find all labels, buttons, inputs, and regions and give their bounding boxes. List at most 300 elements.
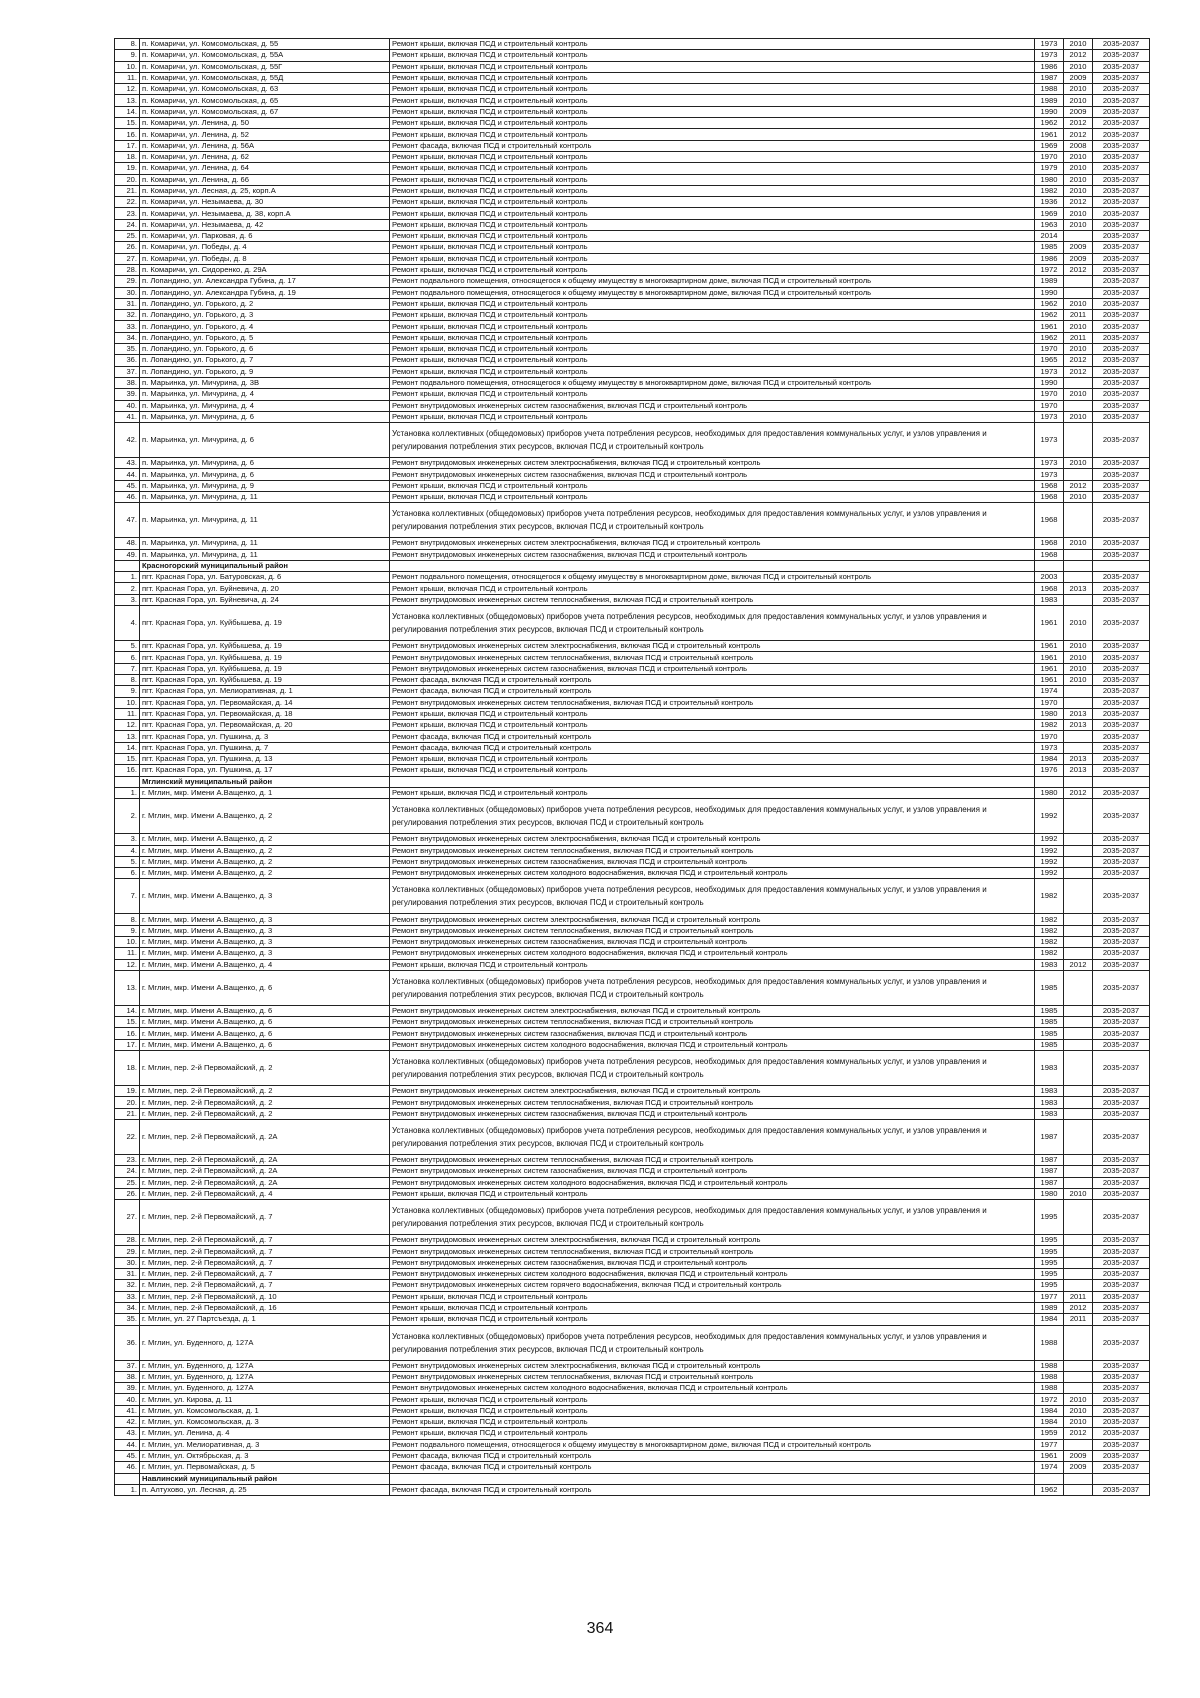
last-repair-year-cell: 2012 <box>1064 366 1093 377</box>
row-number: 33. <box>115 321 140 332</box>
work-type-cell: Ремонт внутридомовых инженерных систем газоснабжения, включая ПСД и строительный контроль <box>390 549 1035 560</box>
last-repair-year-cell: 2008 <box>1064 140 1093 151</box>
work-type-cell: Ремонт крыши, включая ПСД и строительный контроль <box>390 219 1035 230</box>
planned-period-cell: 2035-2037 <box>1093 765 1150 776</box>
work-type-cell: Ремонт крыши, включая ПСД и строительный контроль <box>390 253 1035 264</box>
year-built-cell: 1988 <box>1035 84 1064 95</box>
planned-period-cell: 2035-2037 <box>1093 1086 1150 1097</box>
row-number: 5. <box>115 641 140 652</box>
last-repair-year-cell <box>1064 914 1093 925</box>
last-repair-year-cell <box>1064 1051 1093 1086</box>
planned-period-cell: 2035-2037 <box>1093 50 1150 61</box>
planned-period-cell: 2035-2037 <box>1093 663 1150 674</box>
last-repair-year-cell <box>1064 1280 1093 1291</box>
table-row <box>115 1005 1150 1016</box>
last-repair-year-cell <box>1064 879 1093 914</box>
row-number: 23. <box>115 1154 140 1165</box>
work-type-cell: Ремонт крыши, включая ПСД и строительный контроль <box>390 389 1035 400</box>
address-cell: п. Комаричи, ул. Ленина, д. 50 <box>140 118 390 129</box>
planned-period-cell: 2035-2037 <box>1093 1108 1150 1119</box>
row-number: 8. <box>115 914 140 925</box>
year-built-cell: 1985 <box>1035 1017 1064 1028</box>
section-number-cell <box>115 560 140 571</box>
address-cell: п. Лопандино, ул. Александра Губина, д. 19 <box>140 287 390 298</box>
table-row <box>115 1246 1150 1257</box>
year-built-cell: 1970 <box>1035 389 1064 400</box>
address-cell: пгт. Красная Гора, ул. Куйбышева, д. 19 <box>140 652 390 663</box>
last-repair-year-cell: 2012 <box>1064 197 1093 208</box>
row-number: 27. <box>115 1200 140 1235</box>
work-type-cell: Установка коллективных (общедомовых) приборов учета потребления ресурсов, необходимых для предоставления коммунальных услуг, и узлов управления и регулирования потребления этих ресурсов, включая ПСД и строительный контроль <box>390 423 1035 458</box>
work-type-cell: Ремонт внутридомовых инженерных систем газоснабжения, включая ПСД и строительный контроль <box>390 400 1035 411</box>
section-title: Красногорский муниципальный район <box>140 560 390 571</box>
section-title: Навлинский муниципальный район <box>140 1473 390 1484</box>
address-cell: пгт. Красная Гора, ул. Пушкина, д. 7 <box>140 742 390 753</box>
last-repair-year-cell: 2010 <box>1064 663 1093 674</box>
last-repair-year-cell <box>1064 1028 1093 1039</box>
table-row <box>115 641 1150 652</box>
year-built-cell: 1992 <box>1035 856 1064 867</box>
work-type-cell: Ремонт внутридомовых инженерных систем холодного водоснабжения, включая ПСД и строительный контроль <box>390 1269 1035 1280</box>
empty-cell <box>1035 560 1064 571</box>
table-row <box>115 219 1150 230</box>
year-built-cell: 1980 <box>1035 1188 1064 1199</box>
table-row <box>115 264 1150 275</box>
address-cell: г. Мглин, ул. Буденного, д. 127А <box>140 1383 390 1394</box>
work-type-cell: Ремонт внутридомовых инженерных систем газоснабжения, включая ПСД и строительный контроль <box>390 937 1035 948</box>
empty-cell <box>1093 560 1150 571</box>
section-row <box>115 560 1150 571</box>
last-repair-year-cell: 2009 <box>1064 1462 1093 1473</box>
address-cell: пгт. Красная Гора, ул. Пушкина, д. 17 <box>140 765 390 776</box>
address-cell: г. Мглин, пер. 2-й Первомайский, д. 2А <box>140 1119 390 1154</box>
last-repair-year-cell <box>1064 1086 1093 1097</box>
planned-period-cell: 2035-2037 <box>1093 594 1150 605</box>
table-row <box>115 1405 1150 1416</box>
work-type-cell: Ремонт внутридомовых инженерных систем теплоснабжения, включая ПСД и строительный контроль <box>390 845 1035 856</box>
address-cell: п. Лопандино, ул. Горького, д. 7 <box>140 355 390 366</box>
work-type-cell: Ремонт крыши, включая ПСД и строительный контроль <box>390 765 1035 776</box>
row-number: 15. <box>115 1017 140 1028</box>
row-number: 17. <box>115 1039 140 1050</box>
last-repair-year-cell: 2010 <box>1064 344 1093 355</box>
year-built-cell: 1985 <box>1035 1039 1064 1050</box>
last-repair-year-cell <box>1064 1108 1093 1119</box>
work-type-cell: Ремонт фасада, включая ПСД и строительный контроль <box>390 674 1035 685</box>
planned-period-cell: 2035-2037 <box>1093 264 1150 275</box>
row-number: 41. <box>115 411 140 422</box>
year-built-cell: 1984 <box>1035 1314 1064 1325</box>
table-row <box>115 377 1150 388</box>
row-number: 45. <box>115 1450 140 1461</box>
work-type-cell: Установка коллективных (общедомовых) приборов учета потребления ресурсов, необходимых для предоставления коммунальных услуг, и узлов управления и регулирования потребления этих ресурсов, включая ПСД и строительный контроль <box>390 503 1035 538</box>
row-number: 16. <box>115 765 140 776</box>
work-type-cell: Ремонт подвального помещения, относящегося к общему имуществу в многоквартирном доме, включая ПСД и строительный контроль <box>390 287 1035 298</box>
address-cell: п. Комаричи, ул. Комсомольская, д. 55Д <box>140 72 390 83</box>
table-row <box>115 185 1150 196</box>
address-cell: п. Комаричи, ул. Комсомольская, д. 55А <box>140 50 390 61</box>
last-repair-year-cell: 2011 <box>1064 1314 1093 1325</box>
address-cell: г. Мглин, ул. Буденного, д. 127А <box>140 1325 390 1360</box>
work-type-cell: Ремонт крыши, включая ПСД и строительный контроль <box>390 583 1035 594</box>
year-built-cell: 1983 <box>1035 959 1064 970</box>
address-cell: п. Марьинка, ул. Мичурина, д. 11 <box>140 549 390 560</box>
planned-period-cell: 2035-2037 <box>1093 1028 1150 1039</box>
work-type-cell: Ремонт внутридомовых инженерных систем электроснабжения, включая ПСД и строительный контроль <box>390 538 1035 549</box>
row-number: 20. <box>115 174 140 185</box>
table-row <box>115 925 1150 936</box>
work-type-cell: Ремонт крыши, включая ПСД и строительный контроль <box>390 411 1035 422</box>
row-number: 33. <box>115 1291 140 1302</box>
year-built-cell: 1980 <box>1035 787 1064 798</box>
planned-period-cell: 2035-2037 <box>1093 606 1150 641</box>
table-row <box>115 310 1150 321</box>
work-type-cell: Ремонт крыши, включая ПСД и строительный контроль <box>390 106 1035 117</box>
address-cell: п. Комаричи, ул. Лесная, д. 25, корп.А <box>140 185 390 196</box>
year-built-cell: 1969 <box>1035 208 1064 219</box>
last-repair-year-cell: 2011 <box>1064 1291 1093 1302</box>
table-row <box>115 1314 1150 1325</box>
table-row <box>115 95 1150 106</box>
row-number: 40. <box>115 400 140 411</box>
last-repair-year-cell: 2012 <box>1064 1428 1093 1439</box>
row-number: 34. <box>115 332 140 343</box>
planned-period-cell: 2035-2037 <box>1093 1325 1150 1360</box>
last-repair-year-cell <box>1064 400 1093 411</box>
address-cell: г. Мглин, мкр. Имени А.Ващенко, д. 3 <box>140 914 390 925</box>
work-type-cell: Ремонт крыши, включая ПСД и строительный контроль <box>390 185 1035 196</box>
last-repair-year-cell: 2012 <box>1064 355 1093 366</box>
address-cell: пгт. Красная Гора, ул. Буйневича, д. 20 <box>140 583 390 594</box>
table-row <box>115 765 1150 776</box>
last-repair-year-cell <box>1064 1005 1093 1016</box>
year-built-cell: 1988 <box>1035 1325 1064 1360</box>
work-type-cell: Ремонт внутридомовых инженерных систем газоснабжения, включая ПСД и строительный контроль <box>390 1028 1035 1039</box>
year-built-cell: 1973 <box>1035 50 1064 61</box>
row-number: 18. <box>115 151 140 162</box>
address-cell: п. Комаричи, ул. Ленина, д. 56А <box>140 140 390 151</box>
row-number: 1. <box>115 1484 140 1495</box>
address-cell: г. Мглин, мкр. Имени А.Ващенко, д. 6 <box>140 970 390 1005</box>
work-type-cell: Ремонт внутридомовых инженерных систем теплоснабжения, включая ПСД и строительный контроль <box>390 1097 1035 1108</box>
table-row <box>115 1200 1150 1235</box>
work-type-cell: Ремонт крыши, включая ПСД и строительный контроль <box>390 231 1035 242</box>
work-type-cell: Ремонт внутридомовых инженерных систем холодного водоснабжения, включая ПСД и строительный контроль <box>390 1383 1035 1394</box>
year-built-cell: 1962 <box>1035 310 1064 321</box>
row-number: 32. <box>115 310 140 321</box>
planned-period-cell: 2035-2037 <box>1093 377 1150 388</box>
year-built-cell: 2003 <box>1035 572 1064 583</box>
planned-period-cell: 2035-2037 <box>1093 970 1150 1005</box>
work-type-cell: Ремонт подвального помещения, относящегося к общему имуществу в многоквартирном доме, включая ПСД и строительный контроль <box>390 1439 1035 1450</box>
row-number: 34. <box>115 1302 140 1313</box>
table-row <box>115 480 1150 491</box>
last-repair-year-cell: 2010 <box>1064 39 1093 50</box>
year-built-cell: 1984 <box>1035 754 1064 765</box>
address-cell: п. Комаричи, ул. Ленина, д. 52 <box>140 129 390 140</box>
last-repair-year-cell: 2010 <box>1064 1405 1093 1416</box>
planned-period-cell: 2035-2037 <box>1093 72 1150 83</box>
table-row <box>115 503 1150 538</box>
address-cell: п. Марьинка, ул. Мичурина, д. 11 <box>140 491 390 502</box>
planned-period-cell: 2035-2037 <box>1093 298 1150 309</box>
planned-period-cell: 2035-2037 <box>1093 231 1150 242</box>
address-cell: п. Марьинка, ул. Мичурина, д. 6 <box>140 458 390 469</box>
row-number: 21. <box>115 185 140 196</box>
table-row <box>115 106 1150 117</box>
work-type-cell: Ремонт крыши, включая ПСД и строительный контроль <box>390 129 1035 140</box>
work-type-cell: Ремонт крыши, включая ПСД и строительный контроль <box>390 332 1035 343</box>
table-row <box>115 1257 1150 1268</box>
planned-period-cell: 2035-2037 <box>1093 1246 1150 1257</box>
table-row <box>115 549 1150 560</box>
row-number: 10. <box>115 697 140 708</box>
last-repair-year-cell: 2010 <box>1064 208 1093 219</box>
work-type-cell: Ремонт внутридомовых инженерных систем теплоснабжения, включая ПСД и строительный контроль <box>390 1246 1035 1257</box>
row-number: 48. <box>115 538 140 549</box>
row-number: 25. <box>115 231 140 242</box>
work-type-cell: Ремонт внутридомовых инженерных систем электроснабжения, включая ПСД и строительный контроль <box>390 1005 1035 1016</box>
year-built-cell: 1995 <box>1035 1257 1064 1268</box>
row-number: 41. <box>115 1405 140 1416</box>
empty-cell <box>1064 776 1093 787</box>
row-number: 16. <box>115 1028 140 1039</box>
table-row <box>115 594 1150 605</box>
row-number: 22. <box>115 197 140 208</box>
planned-period-cell: 2035-2037 <box>1093 276 1150 287</box>
row-number: 32. <box>115 1280 140 1291</box>
last-repair-year-cell <box>1064 1200 1093 1235</box>
table-row <box>115 298 1150 309</box>
planned-period-cell: 2035-2037 <box>1093 834 1150 845</box>
address-cell: пгт. Красная Гора, ул. Первомайская, д. 20 <box>140 720 390 731</box>
table-row <box>115 163 1150 174</box>
work-type-cell: Ремонт внутридомовых инженерных систем газоснабжения, включая ПСД и строительный контроль <box>390 1108 1035 1119</box>
last-repair-year-cell <box>1064 937 1093 948</box>
work-type-cell: Ремонт внутридомовых инженерных систем холодного водоснабжения, включая ПСД и строительный контроль <box>390 868 1035 879</box>
address-cell: пгт. Красная Гора, ул. Первомайская, д. 18 <box>140 708 390 719</box>
planned-period-cell: 2035-2037 <box>1093 423 1150 458</box>
planned-period-cell: 2035-2037 <box>1093 332 1150 343</box>
address-cell: п. Комаричи, ул. Победы, д. 4 <box>140 242 390 253</box>
year-built-cell: 1985 <box>1035 970 1064 1005</box>
address-cell: г. Мглин, пер. 2-й Первомайский, д. 2А <box>140 1177 390 1188</box>
year-built-cell: 1990 <box>1035 377 1064 388</box>
year-built-cell: 1995 <box>1035 1200 1064 1235</box>
row-number: 49. <box>115 549 140 560</box>
address-cell: г. Мглин, пер. 2-й Первомайский, д. 7 <box>140 1246 390 1257</box>
address-cell: п. Лопандино, ул. Горького, д. 3 <box>140 310 390 321</box>
table-row <box>115 140 1150 151</box>
address-cell: п. Комаричи, ул. Незымаева, д. 42 <box>140 219 390 230</box>
address-cell: г. Мглин, ул. 27 Партсъезда, д. 1 <box>140 1314 390 1325</box>
work-type-cell: Ремонт крыши, включая ПСД и строительный контроль <box>390 1188 1035 1199</box>
address-cell: пгт. Красная Гора, ул. Куйбышева, д. 19 <box>140 674 390 685</box>
table-row <box>115 914 1150 925</box>
row-number: 14. <box>115 1005 140 1016</box>
address-cell: п. Лопандино, ул. Горького, д. 2 <box>140 298 390 309</box>
work-type-cell: Ремонт внутридомовых инженерных систем электроснабжения, включая ПСД и строительный контроль <box>390 1360 1035 1371</box>
table-row <box>115 697 1150 708</box>
last-repair-year-cell: 2012 <box>1064 118 1093 129</box>
address-cell: п. Лопандино, ул. Горького, д. 6 <box>140 344 390 355</box>
work-type-cell: Ремонт внутридомовых инженерных систем теплоснабжения, включая ПСД и строительный контроль <box>390 697 1035 708</box>
address-cell: п. Комаричи, ул. Комсомольская, д. 67 <box>140 106 390 117</box>
address-cell: п. Комаричи, ул. Незымаева, д. 30 <box>140 197 390 208</box>
last-repair-year-cell <box>1064 231 1093 242</box>
planned-period-cell: 2035-2037 <box>1093 174 1150 185</box>
address-cell: г. Мглин, ул. Октябрьская, д. 3 <box>140 1450 390 1461</box>
row-number: 28. <box>115 264 140 275</box>
year-built-cell: 1973 <box>1035 39 1064 50</box>
planned-period-cell: 2035-2037 <box>1093 1462 1150 1473</box>
planned-period-cell: 2035-2037 <box>1093 799 1150 834</box>
row-number: 13. <box>115 95 140 106</box>
address-cell: г. Мглин, пер. 2-й Первомайский, д. 2А <box>140 1154 390 1165</box>
last-repair-year-cell: 2010 <box>1064 491 1093 502</box>
row-number: 29. <box>115 276 140 287</box>
empty-cell <box>1093 776 1150 787</box>
last-repair-year-cell: 2012 <box>1064 480 1093 491</box>
last-repair-year-cell: 2012 <box>1064 50 1093 61</box>
work-type-cell: Ремонт внутридомовых инженерных систем газоснабжения, включая ПСД и строительный контроль <box>390 856 1035 867</box>
row-number: 3. <box>115 594 140 605</box>
section-row <box>115 776 1150 787</box>
year-built-cell: 1984 <box>1035 1405 1064 1416</box>
last-repair-year-cell: 2009 <box>1064 72 1093 83</box>
table-row <box>115 242 1150 253</box>
planned-period-cell: 2035-2037 <box>1093 344 1150 355</box>
work-type-cell: Ремонт крыши, включая ПСД и строительный контроль <box>390 174 1035 185</box>
row-number: 35. <box>115 1314 140 1325</box>
planned-period-cell: 2035-2037 <box>1093 720 1150 731</box>
work-type-cell: Ремонт крыши, включая ПСД и строительный контроль <box>390 1394 1035 1405</box>
year-built-cell: 1987 <box>1035 1177 1064 1188</box>
last-repair-year-cell: 2013 <box>1064 720 1093 731</box>
last-repair-year-cell <box>1064 925 1093 936</box>
row-number: 8. <box>115 674 140 685</box>
year-built-cell: 1995 <box>1035 1280 1064 1291</box>
year-built-cell: 1961 <box>1035 663 1064 674</box>
last-repair-year-cell: 2010 <box>1064 151 1093 162</box>
last-repair-year-cell: 2013 <box>1064 583 1093 594</box>
table-row <box>115 970 1150 1005</box>
row-number: 25. <box>115 1177 140 1188</box>
work-type-cell: Ремонт крыши, включая ПСД и строительный контроль <box>390 1291 1035 1302</box>
empty-cell <box>1035 1473 1064 1484</box>
table-row <box>115 948 1150 959</box>
planned-period-cell: 2035-2037 <box>1093 400 1150 411</box>
table-row <box>115 1371 1150 1382</box>
last-repair-year-cell <box>1064 1257 1093 1268</box>
address-cell: п. Марьинка, ул. Мичурина, д. 6 <box>140 411 390 422</box>
year-built-cell: 1992 <box>1035 834 1064 845</box>
table-row <box>115 208 1150 219</box>
work-type-cell: Ремонт внутридомовых инженерных систем теплоснабжения, включая ПСД и строительный контроль <box>390 594 1035 605</box>
last-repair-year-cell <box>1064 834 1093 845</box>
address-cell: г. Мглин, мкр. Имени А.Ващенко, д. 2 <box>140 856 390 867</box>
work-type-cell: Установка коллективных (общедомовых) приборов учета потребления ресурсов, необходимых для предоставления коммунальных услуг, и узлов управления и регулирования потребления этих ресурсов, включая ПСД и строительный контроль <box>390 879 1035 914</box>
address-cell: п. Лопандино, ул. Горького, д. 9 <box>140 366 390 377</box>
work-type-cell: Установка коллективных (общедомовых) приборов учета потребления ресурсов, необходимых для предоставления коммунальных услуг, и узлов управления и регулирования потребления этих ресурсов, включая ПСД и строительный контроль <box>390 1119 1035 1154</box>
work-type-cell: Ремонт крыши, включая ПСД и строительный контроль <box>390 1417 1035 1428</box>
planned-period-cell: 2035-2037 <box>1093 1005 1150 1016</box>
planned-period-cell: 2035-2037 <box>1093 652 1150 663</box>
year-built-cell: 1992 <box>1035 868 1064 879</box>
last-repair-year-cell <box>1064 594 1093 605</box>
last-repair-year-cell <box>1064 287 1093 298</box>
work-type-cell: Ремонт фасада, включая ПСД и строительный контроль <box>390 1484 1035 1495</box>
work-type-cell: Ремонт крыши, включая ПСД и строительный контроль <box>390 708 1035 719</box>
last-repair-year-cell <box>1064 469 1093 480</box>
row-number: 24. <box>115 1166 140 1177</box>
planned-period-cell: 2035-2037 <box>1093 219 1150 230</box>
year-built-cell: 1989 <box>1035 1302 1064 1313</box>
year-built-cell: 1985 <box>1035 1028 1064 1039</box>
table-row <box>115 754 1150 765</box>
table-row <box>115 959 1150 970</box>
table-row <box>115 1119 1150 1154</box>
work-type-cell: Ремонт крыши, включая ПСД и строительный контроль <box>390 197 1035 208</box>
planned-period-cell: 2035-2037 <box>1093 208 1150 219</box>
year-built-cell: 1972 <box>1035 1394 1064 1405</box>
last-repair-year-cell: 2010 <box>1064 174 1093 185</box>
row-number: 10. <box>115 61 140 72</box>
address-cell: п. Марьинка, ул. Мичурина, д. 3В <box>140 377 390 388</box>
row-number: 39. <box>115 389 140 400</box>
table-row <box>115 731 1150 742</box>
planned-period-cell: 2035-2037 <box>1093 787 1150 798</box>
planned-period-cell: 2035-2037 <box>1093 242 1150 253</box>
last-repair-year-cell: 2010 <box>1064 411 1093 422</box>
row-number: 39. <box>115 1383 140 1394</box>
year-built-cell: 1986 <box>1035 253 1064 264</box>
planned-period-cell: 2035-2037 <box>1093 1051 1150 1086</box>
row-number: 11. <box>115 72 140 83</box>
planned-period-cell: 2035-2037 <box>1093 914 1150 925</box>
last-repair-year-cell: 2013 <box>1064 754 1093 765</box>
work-type-cell: Ремонт подвального помещения, относящегося к общему имуществу в многоквартирном доме, включая ПСД и строительный контроль <box>390 276 1035 287</box>
year-built-cell: 1988 <box>1035 1383 1064 1394</box>
year-built-cell: 1968 <box>1035 503 1064 538</box>
last-repair-year-cell: 2012 <box>1064 1302 1093 1313</box>
planned-period-cell: 2035-2037 <box>1093 1166 1150 1177</box>
year-built-cell: 1977 <box>1035 1291 1064 1302</box>
work-type-cell: Ремонт фасада, включая ПСД и строительный контроль <box>390 1450 1035 1461</box>
row-number: 3. <box>115 834 140 845</box>
table-row <box>115 856 1150 867</box>
planned-period-cell: 2035-2037 <box>1093 538 1150 549</box>
address-cell: п. Комаричи, ул. Комсомольская, д. 55 <box>140 39 390 50</box>
address-cell: г. Мглин, мкр. Имени А.Ващенко, д. 6 <box>140 1039 390 1050</box>
table-row <box>115 469 1150 480</box>
year-built-cell: 1974 <box>1035 686 1064 697</box>
year-built-cell: 1973 <box>1035 411 1064 422</box>
last-repair-year-cell: 2013 <box>1064 708 1093 719</box>
row-number: 4. <box>115 845 140 856</box>
planned-period-cell: 2035-2037 <box>1093 879 1150 914</box>
work-type-cell: Ремонт крыши, включая ПСД и строительный контроль <box>390 39 1035 50</box>
table-row <box>115 674 1150 685</box>
address-cell: п. Лопандино, ул. Александра Губина, д. 17 <box>140 276 390 287</box>
table-row <box>115 118 1150 129</box>
address-cell: г. Мглин, пер. 2-й Первомайский, д. 2 <box>140 1097 390 1108</box>
table-row <box>115 287 1150 298</box>
table-row <box>115 84 1150 95</box>
table-row <box>115 708 1150 719</box>
year-built-cell: 1983 <box>1035 1051 1064 1086</box>
address-cell: г. Мглин, ул. Мелиоративная, д. 3 <box>140 1439 390 1450</box>
